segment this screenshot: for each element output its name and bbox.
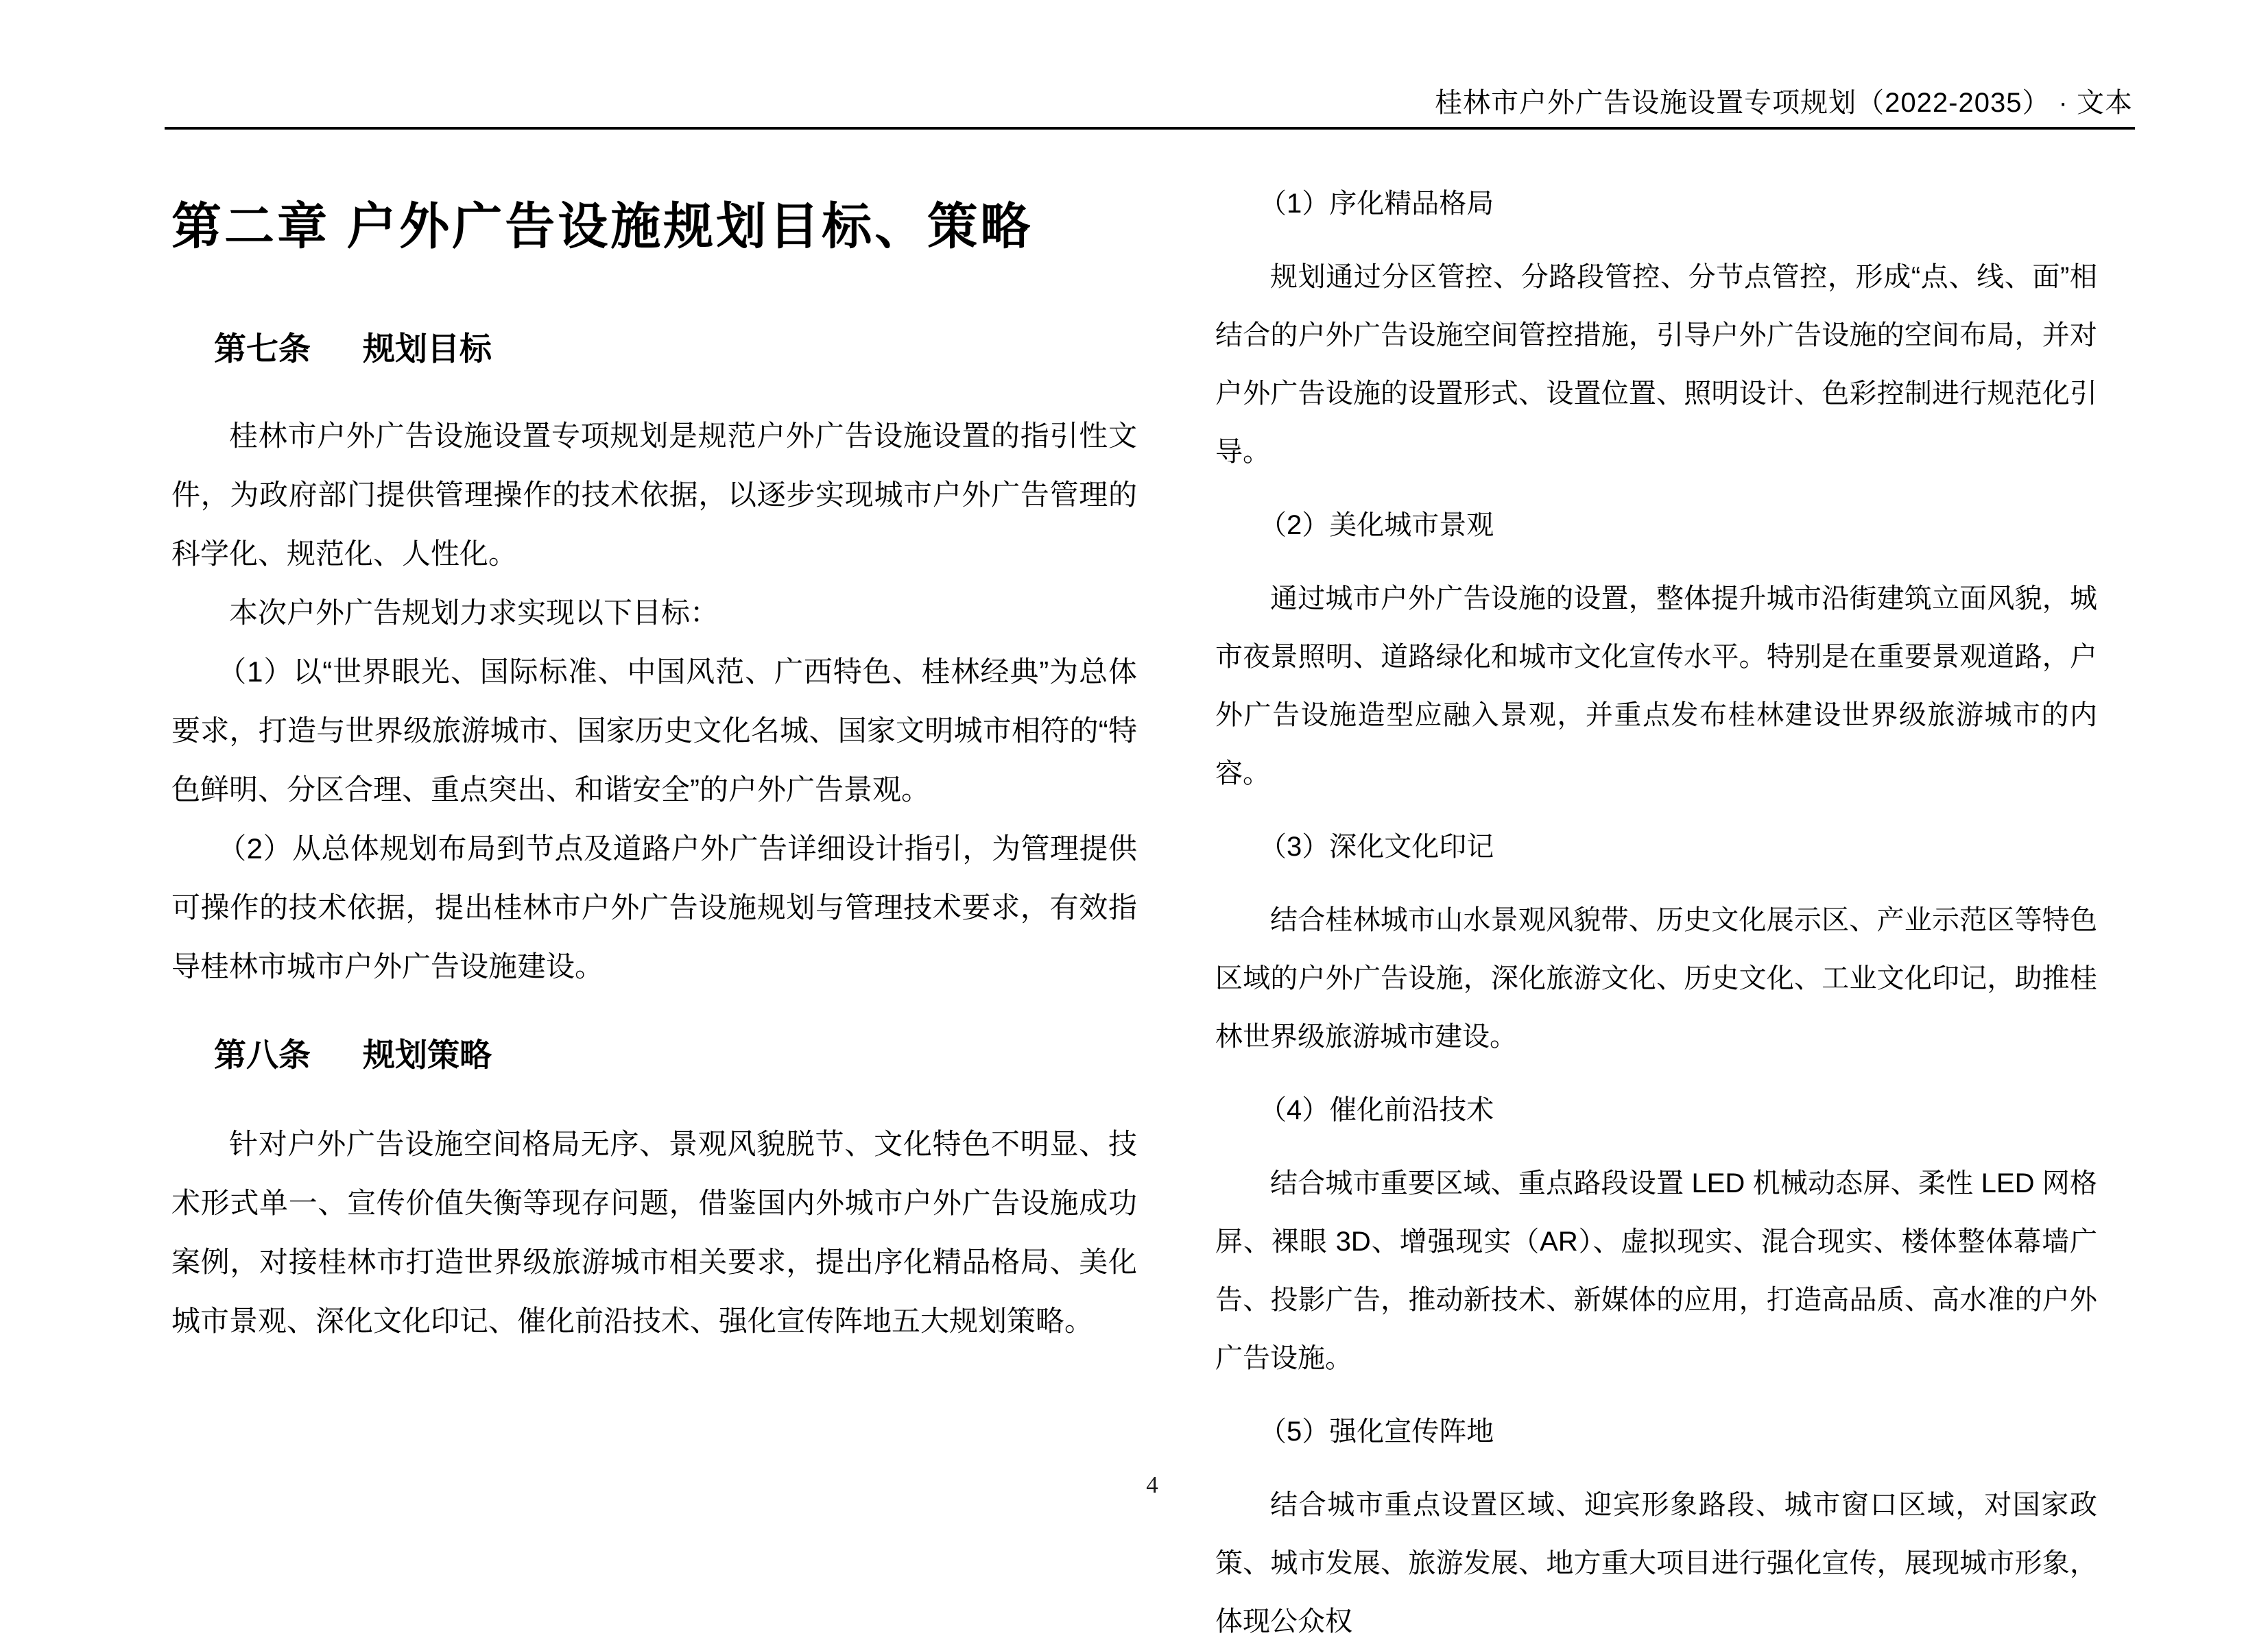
strategy-1-heading: （1）序化精品格局: [1259, 189, 1494, 219]
strategy-2-heading: （2）美化城市景观: [1259, 510, 1494, 540]
strategy-3-body: 结合桂林城市山水景观风貌带、历史文化展示区、产业示范区等特色区域的户外广告设施，深化旅游文化、历史文化、工业文化印记，助推桂林世界级旅游城市建设。: [1215, 905, 2097, 1052]
section-8-heading: [171, 1035, 1137, 1076]
page-number: 4: [1146, 1471, 1158, 1498]
strategy-1-body: 规划通过分区管控、分路段管控、分节点管控，形成“点、线、面”相结合的户外广告设施空间管控措施，引导户外广告设施的空间布局，并对户外广告设施的设置形式、设置位置、照明设计、色彩控制进行规范化引导。: [1215, 262, 2097, 467]
section-7-title: 规划目标: [363, 330, 492, 367]
right-column: [1215, 160, 2097, 1651]
left-column: [171, 197, 1137, 1351]
section-8-title: 规划策略: [363, 1037, 492, 1073]
section-7-paragraph-3: （1）以“世界眼光、国际标准、中国风范、广西特色、桂林经典”为总体要求，打造与世界级旅游城市、国家历史文化名城、国家文明城市相符的“特色鲜明、分区合理、重点突出、和谐安全”的户外广告景观。: [171, 655, 1137, 806]
section-8-number: 第八条: [214, 1037, 311, 1073]
strategy-4-body: 结合城市重要区域、重点路段设置 LED 机械动态屏、柔性 LED 网格屏、裸眼 3D、增强现实（AR）、虚拟现实、混合现实、楼体整体幕墙广告、投影广告，推动新技术、新媒体的应用，打造高品质、高水准的户外广告设施。: [1215, 1168, 2097, 1373]
section-7-paragraph-1: 桂林市户外广告设施设置专项规划是规范户外广告设施设置的指引性文件，为政府部门提供管理操作的技术依据，以逐步实现城市户外广告管理的科学化、规范化、人性化。: [171, 420, 1137, 570]
chapter-title: 第二章 户外广告设施规划目标、策略: [171, 199, 1034, 254]
header-rule: [165, 127, 2135, 130]
strategy-3-heading: （3）深化文化印记: [1259, 832, 1494, 862]
section-8-paragraph-1: 针对户外广告设施空间格局无序、景观风貌脱节、文化特色不明显、技术形式单一、宣传价值失衡等现存问题，借鉴国内外城市户外广告设施成功案例，对接桂林市打造世界级旅游城市相关要求，提出序化精品格局、美化城市景观、深化文化印记、催化前沿技术、强化宣传阵地五大规划策略。: [171, 1128, 1137, 1337]
section-7-paragraph-4: （2）从总体规划布局到节点及道路户外广告详细设计指引，为管理提供可操作的技术依据，提出桂林市户外广告设施规划与管理技术要求，有效指导桂林市城市户外广告设施建设。: [171, 832, 1137, 983]
document-header-title: 桂林市户外广告设施设置专项规划（2022-2035） · 文本: [1435, 88, 2133, 118]
strategy-2-body: 通过城市户外广告设施的设置，整体提升城市沿街建筑立面风貌，城市夜景照明、道路绿化和城市文化宣传水平。特别是在重要景观道路，户外广告设施造型应融入景观，并重点发布桂林建设世界级旅游城市的内容。: [1215, 583, 2097, 788]
section-7-number: 第七条: [214, 330, 311, 367]
section-7-heading: [171, 328, 1137, 370]
strategy-5-body: 结合城市重点设置区域、迎宾形象路段、城市窗口区域，对国家政策、城市发展、旅游发展、地方重大项目进行强化宣传，展现城市形象，体现公众权: [1215, 1490, 2097, 1637]
section-7-paragraph-2: 本次户外广告规划力求实现以下目标：: [229, 596, 719, 629]
strategy-5-heading: （5）强化宣传阵地: [1259, 1417, 1494, 1447]
strategy-4-heading: （4）催化前沿技术: [1259, 1095, 1494, 1125]
